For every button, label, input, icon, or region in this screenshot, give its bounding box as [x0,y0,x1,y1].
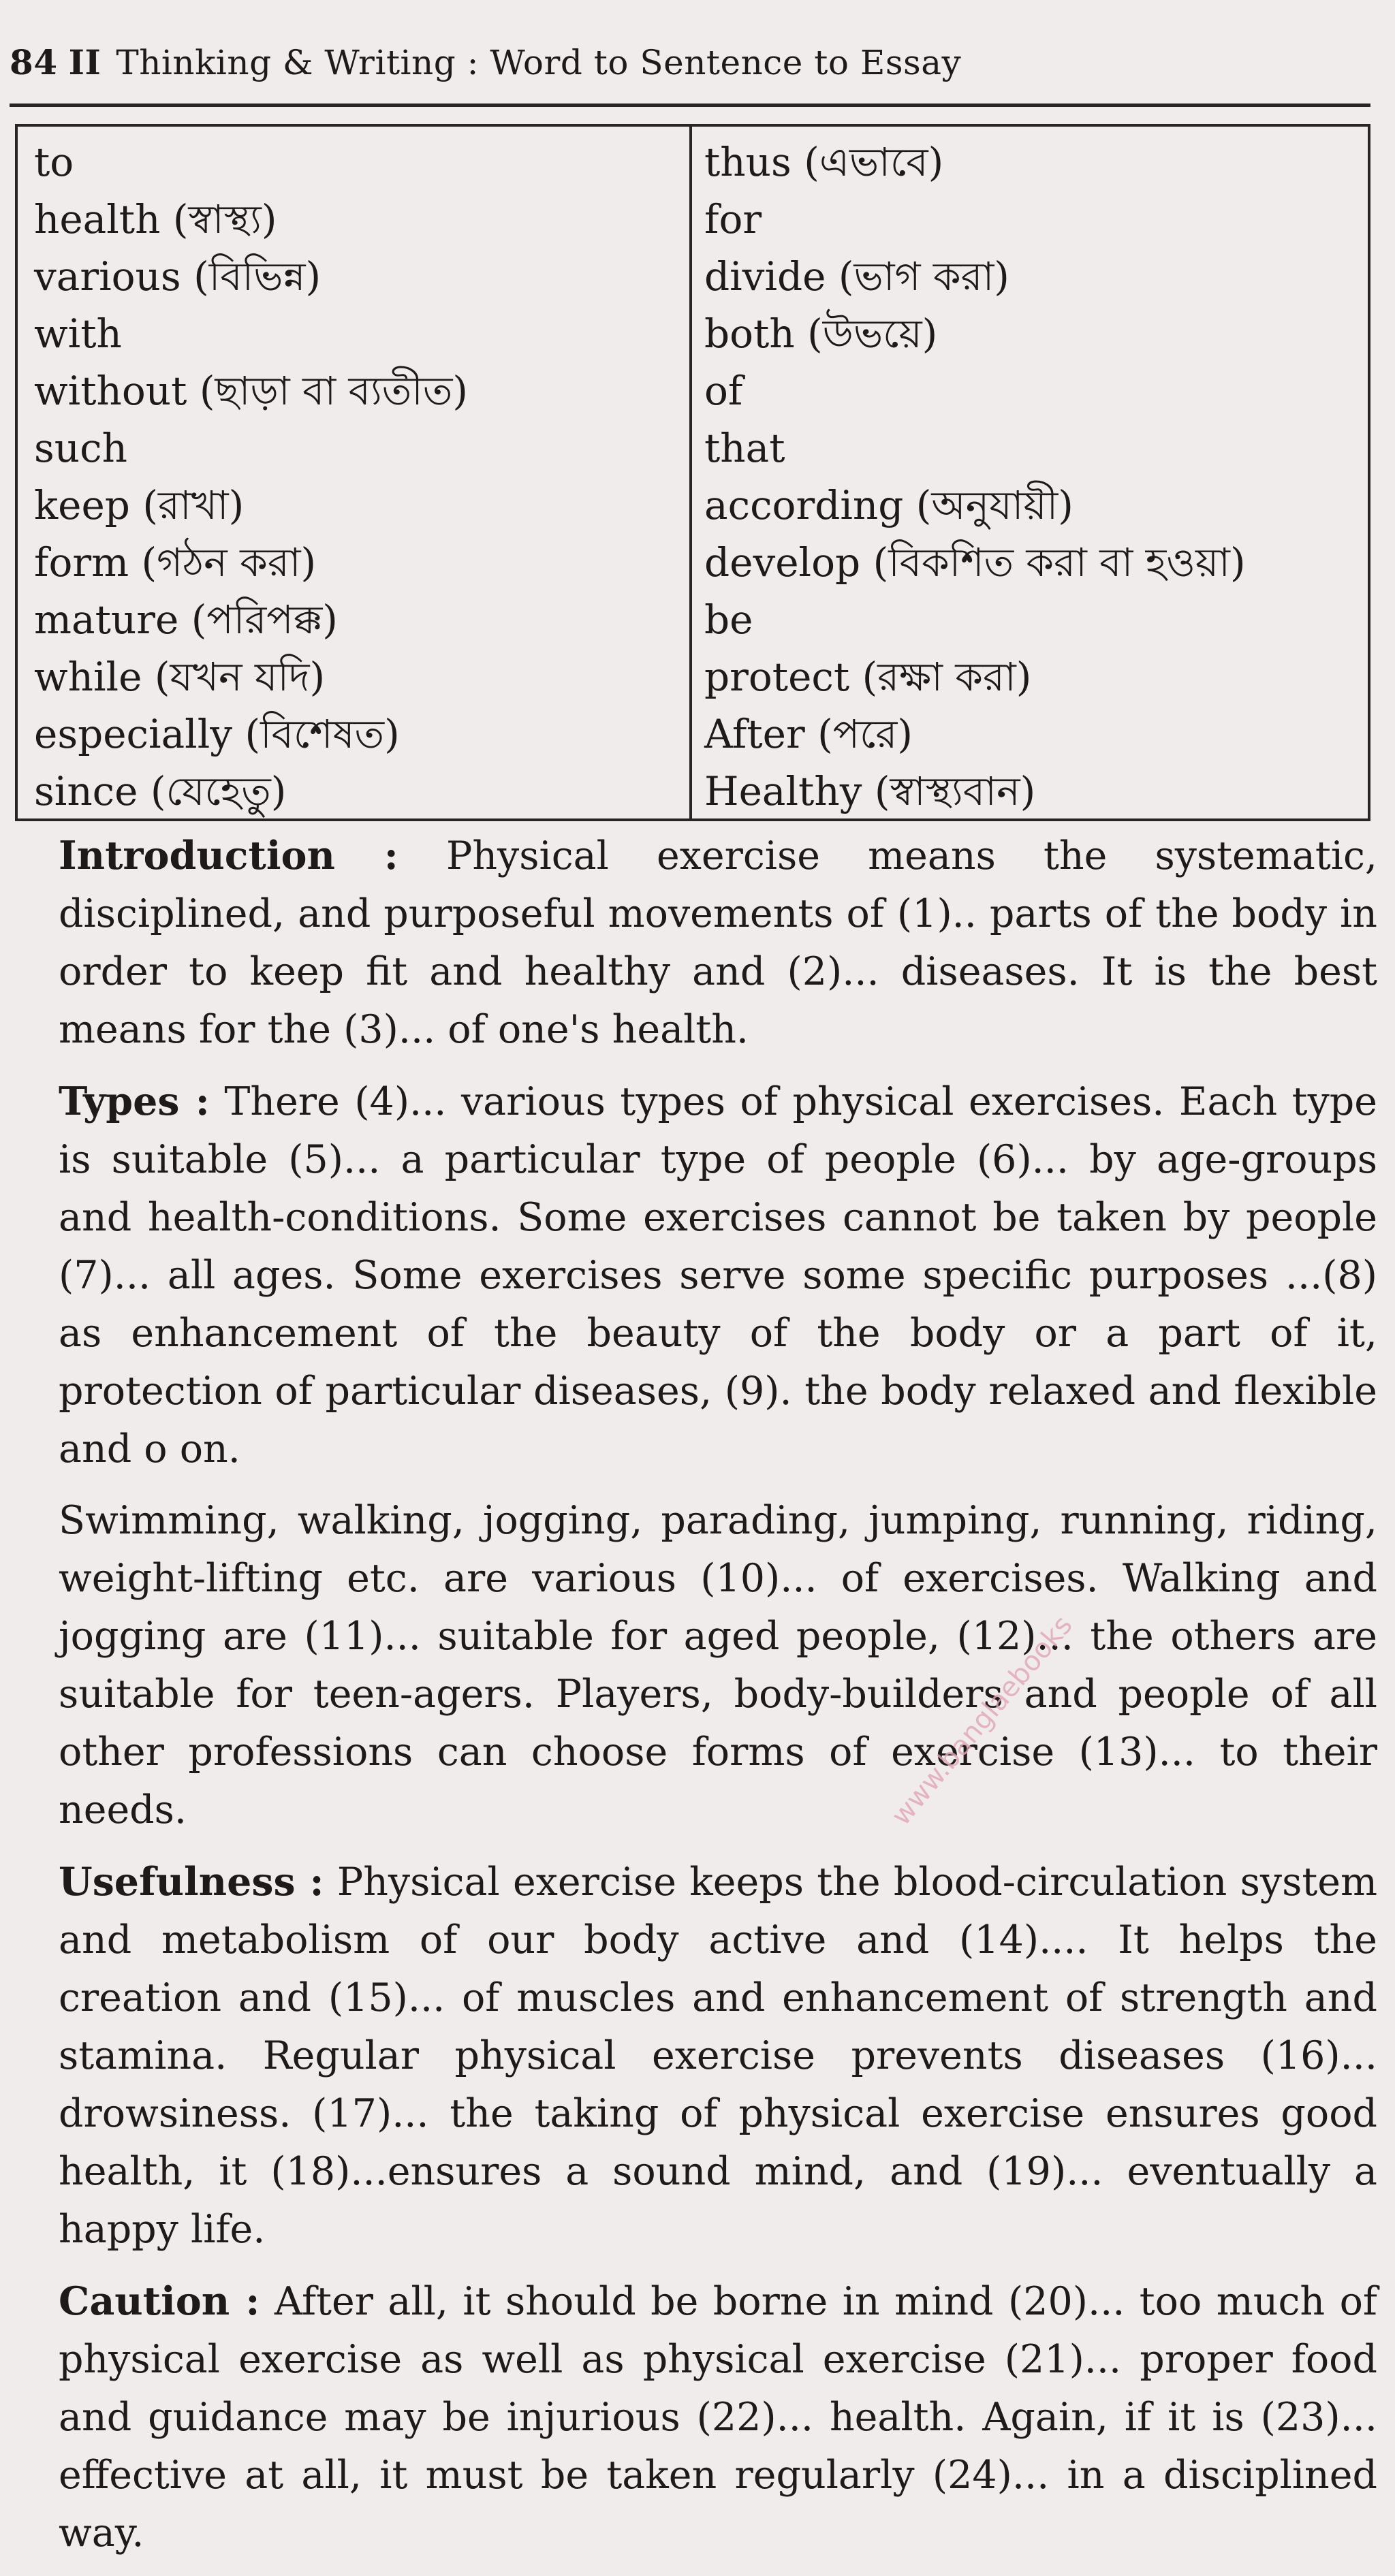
vocab-word: both (উভয়ে) [704,311,938,357]
essay-paragraph-usefulness [59,1853,1377,2259]
vocabulary-column-left [18,127,692,818]
vocab-word: without (ছাড়া বা ব্যতীত) [34,368,469,414]
vocab-word: health (স্বাস্থ্য) [34,196,277,242]
book-title: Thinking & Writing : Word to Sentence to Essay [116,43,962,82]
page-number: 84 [10,42,58,82]
vocab-word: be [704,597,753,643]
paragraph-text: There (4)... various types of physical exercises. Each type is suitable (5)... a particular type of people (6)... by age-groups and health-conditions. Some exercises cannot be taken by people (7)... all ages. Some exercises serve some specific purposes ...(8) as enhancement of the beauty of the body or a part of it, protection of particular diseases, (9). the body relaxed and flexible and o on. [59,1079,1378,1472]
paragraph-text: Physical exercise means the systematic, disciplined, and purposeful movements of (1).. parts of the body in order to keep fit and healthy and (2)... diseases. It is the best means for the (3)... of one's health. [59,833,1377,1052]
vocab-word: that [704,425,785,471]
header-separator: II [68,42,101,82]
vocab-word: mature (পরিপক্ক) [34,597,338,643]
essay-paragraph-types [59,1072,1377,1478]
vocabulary-column-right [692,127,1368,818]
vocab-word: Healthy (স্বাস্থ্যবান) [704,768,1036,814]
watermark: www.banglaebooks [885,1609,1079,1832]
section-label: Caution : [59,2278,260,2324]
vocab-word: divide (ভাগ করা) [704,253,1009,300]
essay-paragraph-types-continued [59,1492,1377,1839]
vocab-word: various (বিভিন্ন) [34,253,322,300]
vocab-word: such [34,425,127,471]
vocab-word: thus (এভাবে) [704,139,944,185]
essay-paragraph-introduction [59,827,1377,1059]
essay-body [59,827,1377,2576]
section-label: Usefulness : [59,1859,324,1905]
essay-paragraph-caution [59,2272,1377,2562]
vocab-word: keep (রাখা) [34,482,245,528]
vocab-word: protect (রক্ষা করা) [704,654,1032,700]
vocab-word: After (পরে) [704,711,913,757]
vocabulary-table [15,124,1370,821]
paragraph-text: Swimming, walking, jogging, parading, jumping, running, riding, weight-lifting etc. are various (10)... of exercises. Walking and jogging are (11)... suitable for aged people, (12)... the others are suitable for teen-agers. Players, body-builders and people of all other professions can choose forms of exercise (13)... to their needs. [59,1498,1377,1832]
header-rule [10,104,1370,107]
section-label: Introduction : [59,833,398,878]
vocab-word: develop (বিকশিত করা বা হওয়া) [704,539,1246,586]
vocab-word: form (গঠন করা) [34,539,317,586]
vocab-word: while (যখন যদি) [34,654,326,700]
vocab-word: of [704,368,743,414]
vocab-word: according (অনুযায়ী) [704,482,1073,528]
vocab-word: with [34,311,122,357]
vocab-word: to [34,139,74,185]
section-label: Types : [59,1079,210,1124]
paragraph-text: After all, it should be borne in mind (20)... too much of physical exercise as well as physical exercise (21)... proper food and guidance may be injurious (22)... health. Again, if it is (23)... effective at all, it must be taken regularly (24)... in a disciplined way. [59,2279,1377,2556]
vocab-word: since (যেহেতু) [34,768,287,814]
vocab-word: for [704,196,762,242]
page-header [10,42,961,82]
vocab-word: especially (বিশেষত) [34,711,400,757]
paragraph-text: Physical exercise keeps the blood-circulation system and metabolism of our body active and (14).... It helps the creation and (15)... of muscles and enhancement of strength and stamina. Regular physical exercise prevents diseases (16)... drowsiness. (17)... the taking of physical exercise ensures good health, it (18)...ensures a sound mind, and (19)... eventually a happy life. [59,1860,1378,2252]
